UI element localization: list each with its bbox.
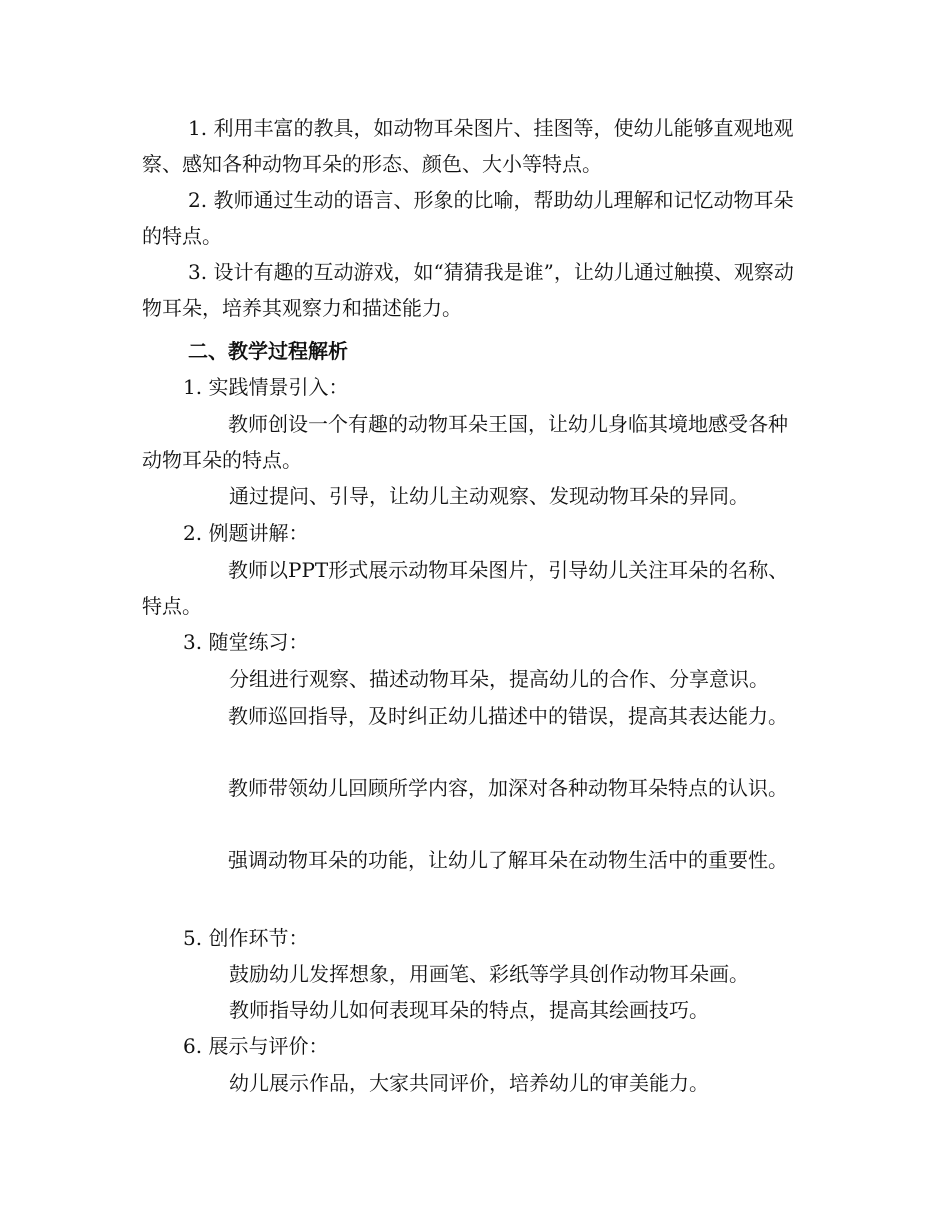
step-body-2: 通过提问、引导，让幼儿主动观察、发现动物耳朵的异同。 <box>229 484 749 508</box>
paragraph-3: 3. 设计有趣的互动游戏，如“猜猜我是谁”，让幼儿通过触摸、观察动物耳朵，培养其观察力和描述能力。 <box>142 260 794 320</box>
step-body-4: 分组进行观察、描述动物耳朵，提高幼儿的合作、分享意识。 <box>229 667 769 691</box>
step-body-1: 教师创设一个有趣的动物耳朵王国，让幼儿身临其境地感受各种动物耳朵的特点。 <box>142 412 788 472</box>
step-body-3: 教师以PPT形式展示动物耳朵图片，引导幼儿关注耳朵的名称、特点。 <box>142 558 789 618</box>
step-body-7: 强调动物耳朵的功能，让幼儿了解耳朵在动物生活中的重要性。 <box>228 848 788 872</box>
paragraph-2: 2. 教师通过生动的语言、形象的比喻，帮助幼儿理解和记忆动物耳朵的特点。 <box>142 188 794 248</box>
step-heading-1: 1. 实践情景引入： <box>183 375 349 399</box>
step-body-6: 教师带领幼儿回顾所学内容，加深对各种动物耳朵特点的认识。 <box>228 776 788 800</box>
step-heading-6: 6. 展示与评价： <box>183 1034 329 1058</box>
paragraph-1: 1. 利用丰富的教具，如动物耳朵图片、挂图等，使幼儿能够直观地观察、感知各种动物耳朵的形态、颜色、大小等特点。 <box>142 116 794 176</box>
step-heading-3: 3. 随堂练习： <box>183 630 309 654</box>
step-body-9: 教师指导幼儿如何表现耳朵的特点，提高其绘画技巧。 <box>229 998 709 1022</box>
step-body-10: 幼儿展示作品，大家共同评价，培养幼儿的审美能力。 <box>229 1071 709 1095</box>
step-body-5: 教师巡回指导，及时纠正幼儿描述中的错误，提高其表达能力。 <box>228 704 788 728</box>
step-heading-5: 5. 创作环节： <box>183 926 309 950</box>
step-body-8: 鼓励幼儿发挥想象，用画笔、彩纸等学具创作动物耳朵画。 <box>229 962 749 986</box>
step-heading-2: 2. 例题讲解： <box>183 521 309 545</box>
section-heading: 二、教学过程解析 <box>188 339 348 363</box>
